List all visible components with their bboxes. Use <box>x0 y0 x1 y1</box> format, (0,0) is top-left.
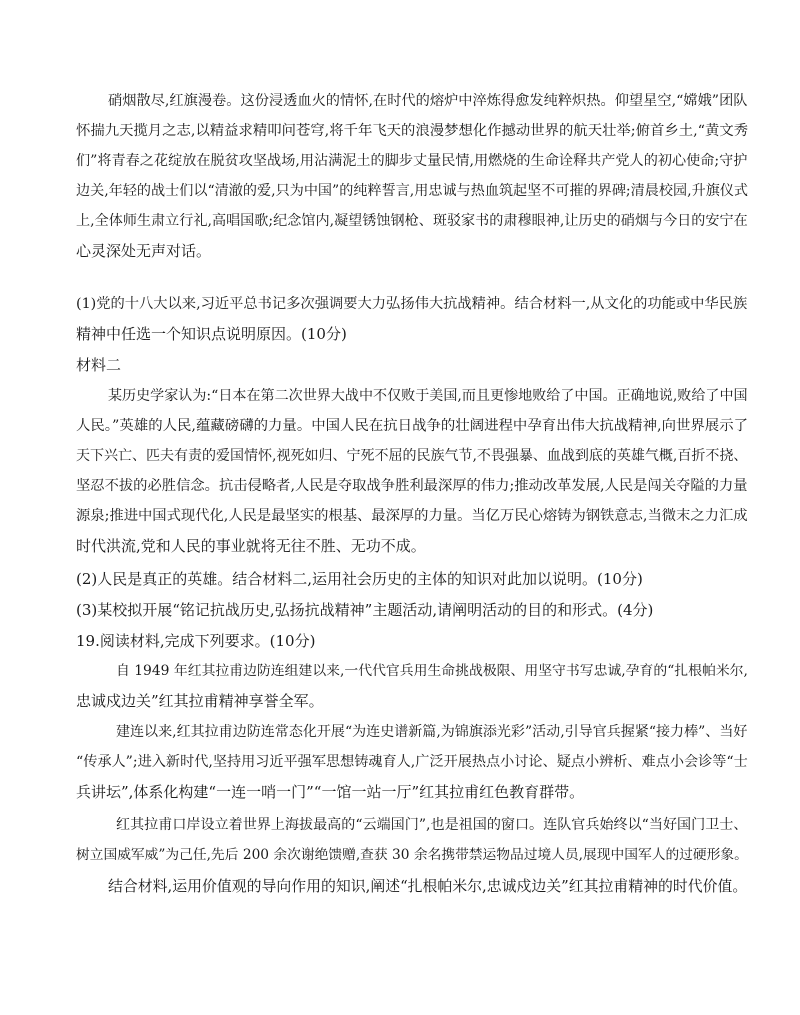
text-line: 们”将青春之花绽放在脱贫攻坚战场,用沾满泥土的脚步丈量民情,用燃烧的生命诠释共产党人的初心使命;守护 <box>76 153 748 169</box>
text-line: 天下兴亡、匹夫有责的爱国情怀,视死如归、宁死不屈的民族气节,不畏强暴、血战到底的英雄气概,百折不挠、 <box>76 448 748 464</box>
question-19-heading <box>76 626 748 656</box>
text-line: 源泉;推进中国式现代化,人民是最坚实的根基、最深厚的力量。当亿万民心熔铸为钢铁意志,当微末之力汇成 <box>76 508 748 524</box>
q19-paragraph-1 <box>76 656 748 716</box>
question-1 <box>76 289 748 349</box>
material1-paragraph <box>76 86 748 266</box>
text-line: 坚忍不拔的必胜信念。抗击侵略者,人民是夺取战争胜利最深厚的伟力;推动改革发展,人民是闯关夺隘的力量 <box>76 478 748 494</box>
text-line: 结合材料,运用价值观的导向作用的知识,阐述“扎根帕米尔,忠诚戍边关”红其拉甫精神的时代价值。 <box>108 877 748 895</box>
section-heading: 材料二 <box>76 356 122 374</box>
text-line: 硝烟散尽,红旗漫卷。这份浸透血火的情怀,在时代的熔炉中淬炼得愈发纯粹炽热。仰望星空,“嫦娥”团队 <box>108 93 748 109</box>
text-line: 兵讲坛”,体系化构建“一连一哨一门”“一馆一站一厅”红其拉甫红色教育群带。 <box>76 783 585 801</box>
text-line: (3)某校拟开展“铭记抗战历史,弘扬抗战精神”主题活动,请阐明活动的目的和形式。(4分) <box>76 601 654 619</box>
text-line: “传承人”;进入新时代,坚持用习近平强军思想铸魂育人,广泛开展热点小讨论、疑点小辨析、难点小会诊等“士 <box>76 754 748 770</box>
text-line: 自 1949 年红其拉甫边防连组建以来,一代代官兵用生命挑战极限、用坚守书写忠诚,孕育的“扎根帕米尔, <box>116 663 748 679</box>
q19-paragraph-2 <box>76 717 748 807</box>
text-line: 建连以来,红其拉甫边防连常态化开展“为连史谱新篇,为锦旗添光彩”活动,引导官兵握紧“接力棒”、当好 <box>116 724 748 740</box>
text-line: 精神中任选一个知识点说明原因。(10分) <box>76 325 347 343</box>
text-line: 时代洪流,党和人民的事业就将无往不胜、无功不成。 <box>76 537 426 555</box>
text-line: 红其拉甫口岸设立着世界上海拔最高的“云端国门”,也是祖国的窗口。连队官兵始终以“当好国门卫士、 <box>116 817 748 833</box>
material2-heading <box>76 350 748 380</box>
text-line: 人民。”英雄的人民,蕴藏磅礴的力量。中国人民在抗日战争的壮阔进程中孕育出伟大抗战精神,向世界展示了 <box>76 418 749 434</box>
material2-paragraph <box>76 381 748 561</box>
q19-paragraph-3 <box>76 810 748 870</box>
question-3 <box>76 595 748 625</box>
text-line: 怀揣九天揽月之志,以精益求精叩问苍穹,将千年飞天的浪漫梦想化作撼动世界的航天壮举;俯首乡土,“黄文秀 <box>76 123 749 139</box>
question-2 <box>76 564 748 594</box>
q19-task <box>76 871 748 901</box>
text-line: (2)人民是真正的英雄。结合材料二,运用社会历史的主体的知识对此加以说明。(10分) <box>76 570 643 588</box>
text-line: 边关,年轻的战士们以“清澈的爱,只为中国”的纯粹誓言,用忠诚与热血筑起坚不可摧的界碑;清晨校园,升旗仪式 <box>76 183 749 199</box>
text-line: 忠诚戍边关”红其拉甫精神享誉全军。 <box>76 692 324 710</box>
text-line: 心灵深处无声对话。 <box>76 242 212 260</box>
text-line: 上,全体师生肃立行礼,高唱国歌;纪念馆内,凝望锈蚀钢枪、斑驳家书的肃穆眼神,让历史的硝烟与今日的安宁在 <box>76 213 748 229</box>
text-line: (1)党的十八大以来,习近平总书记多次强调要大力弘扬伟大抗战精神。结合材料一,从文化的功能或中华民族 <box>76 296 748 312</box>
text-line: 某历史学家认为:“日本在第二次世界大战中不仅败于美国,而且更惨地败给了中国。正确地说,败给了中国 <box>108 388 748 404</box>
question-heading: 19.阅读材料,完成下列要求。(10分) <box>76 632 316 650</box>
text-line: 树立国威军威”为己任,先后 200 余次谢绝馈赠,查获 30 余名携带禁运物品过境人员,展现中国军人的过硬形象。 <box>76 847 748 863</box>
